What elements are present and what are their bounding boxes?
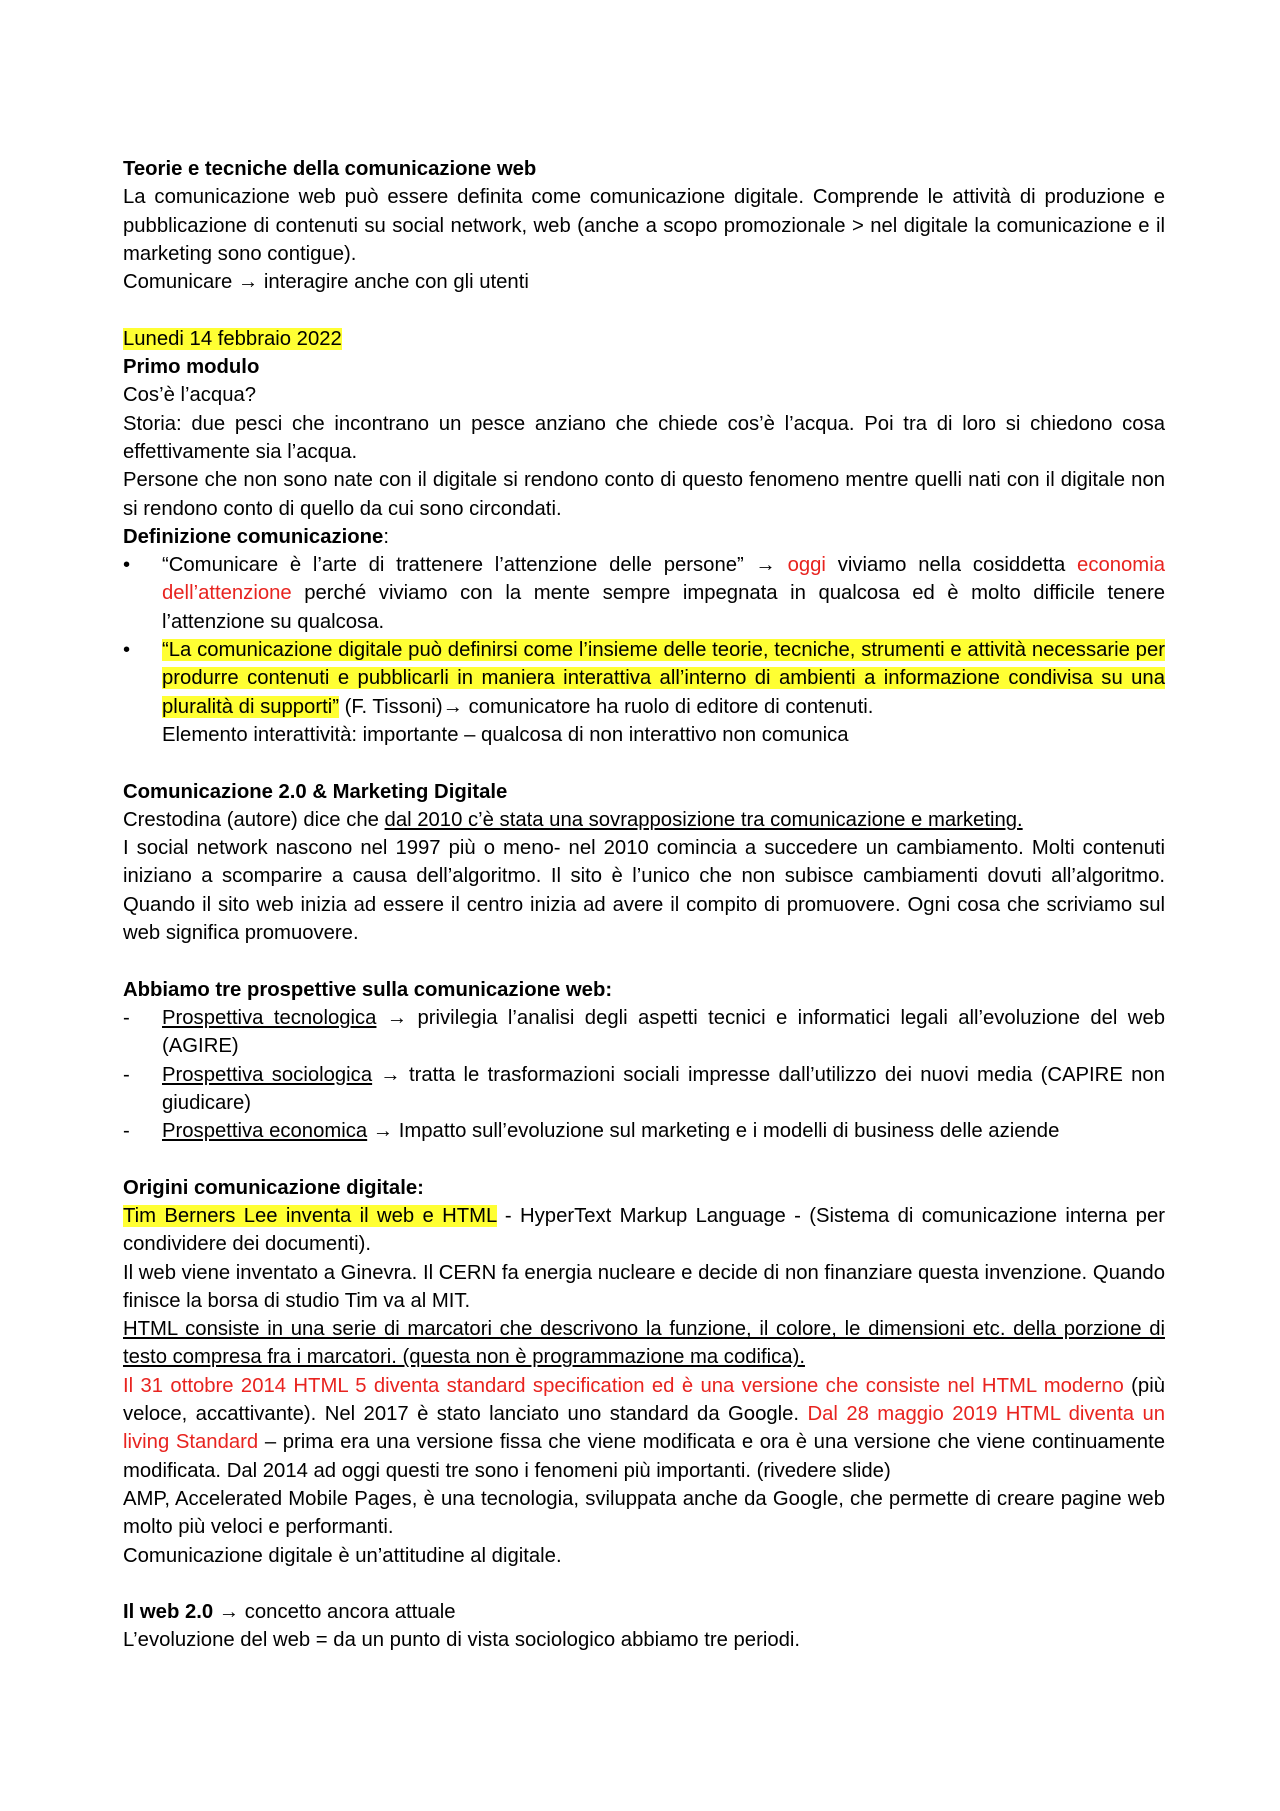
section-4-title: Origini comunicazione digitale:	[123, 1176, 424, 1199]
bullet-item-1	[123, 551, 1165, 636]
bullet-1-text-a: “Comunicare è l’arte di trattenere l’attenzione delle persone”	[162, 554, 756, 577]
section-4-para-6: Comunicazione digitale è un’attitudine al digitale.	[123, 1544, 562, 1567]
bullet-2-author: (F. Tissoni)	[339, 695, 443, 718]
spacer	[123, 1145, 1165, 1173]
bullet-2-line2: Elemento interattività: importante – qualcosa di non interattivo non comunica	[162, 723, 849, 746]
date-highlight: Lunedi 14 febbraio 2022	[123, 327, 342, 350]
section-5-para-1: L’evoluzione del web = da un punto di vista sociologico abbiamo tre periodi.	[123, 1629, 801, 1652]
intro-word: Comunicare	[123, 271, 233, 294]
date-line	[123, 325, 1165, 353]
perspective-1-label: Prospettiva tecnologica	[162, 1006, 377, 1029]
section-2-para-1-underline: dal 2010 c’è stata una sovrapposizione tra comunicazione e marketing.	[384, 808, 1023, 831]
arrow-icon: →	[380, 1063, 401, 1086]
intro-line	[123, 268, 1165, 296]
bullet-2-quote: “La comunicazione digitale può definirsi come l’insieme delle teorie, tecniche, strumenti e attività necessarie per produrre contenuti e pubblicarli in maniera interattiva all’interno di ambienti a informazione condivisa su una pluralità di supporti”	[162, 639, 1165, 718]
spacer	[123, 1570, 1165, 1598]
section-4-para-3: HTML consiste in una serie di marcatori che descrivono la funzione, il colore, le dimensioni etc. della porzione di testo compresa fra i marcatori. (questa non è programmazione ma codifica).	[123, 1318, 1165, 1369]
bullet-1-oggi: oggi	[787, 554, 826, 577]
definition-label: Definizione comunicazione	[123, 525, 384, 548]
perspective-1-text: privilegia l’analisi degli aspetti tecnici e informatici legali all’evoluzione del web (AGIRE)	[162, 1006, 1165, 1058]
document-body	[123, 155, 1165, 1655]
bullet-item-2	[123, 636, 1165, 721]
definition-colon: :	[383, 525, 389, 548]
bullet-2-continuation	[123, 721, 1165, 749]
arrow-icon: →	[218, 1601, 240, 1624]
perspective-3-text: Impatto sull’evoluzione sul marketing e i modelli di business delle aziende	[393, 1120, 1060, 1143]
section-4-red-2: Dal 28 maggio 2019 HTML diventa un living Standard	[123, 1403, 1165, 1454]
bullet-icon: •	[123, 639, 131, 662]
definition-label-line	[123, 523, 1165, 551]
perspective-2-label: Prospettiva sociologica	[162, 1063, 373, 1086]
bullet-2-tail: comunicatore ha ruolo di editore di contenuti.	[462, 695, 874, 718]
document-title: Teorie e tecniche della comunicazione web	[123, 158, 537, 180]
intro-rest: interagire anche con gli utenti	[258, 271, 529, 294]
section-5-title-line	[123, 1598, 1165, 1626]
spacer	[123, 947, 1165, 975]
section-4-para-4-c: – prima era una versione fissa che viene modificata e ora è una versione che viene continuamente modificata. Dal 2014 ad oggi questi tre sono i fenomeni più importanti. (rivedere slide)	[123, 1431, 1165, 1482]
section-4-para-1-rest: - HyperText Markup Language - (Sistema di comunicazione interna per condividere dei documenti).	[123, 1204, 1165, 1256]
intro-paragraph: La comunicazione web può essere definita come comunicazione digitale. Comprende le attività di produzione e pubblicazione di contenuti su social network, web (anche a scopo promozionale > nel digitale la comunicazione e il marketing sono contigue).	[123, 186, 1165, 265]
story-paragraph: Storia: due pesci che incontrano un pesce anziano che chiede cos’è l’acqua. Poi tra di loro si chiedono cosa effettivamente sia l’acqua.	[123, 412, 1165, 463]
people-paragraph: Persone che non sono nate con il digitale si rendono conto di questo fenomeno mentre quelli nati con il digitale non si rendono conto di quello da cui sono circondati.	[123, 469, 1165, 520]
arrow-icon: →	[237, 271, 259, 294]
bullet-1-economia: economia dell’attenzione	[162, 554, 1165, 605]
arrow-icon: →	[372, 1120, 394, 1143]
module-heading: Primo modulo	[123, 356, 260, 379]
section-4-para-5: AMP, Accelerated Mobile Pages, è una tecnologia, sviluppata anche da Google, che permette di creare pagine web molto più veloci e performanti.	[123, 1487, 1165, 1539]
arrow-icon: →	[386, 1006, 408, 1029]
section-5-title-rest: concetto ancora attuale	[239, 1601, 456, 1624]
perspective-2-text: tratta le trasformazioni sociali impresse dall’utilizzo dei nuovi media (CAPIRE non giudicare)	[162, 1063, 1165, 1114]
section-4-highlight: Tim Berners Lee inventa il web e HTML	[123, 1204, 497, 1227]
section-2-para-1	[123, 806, 1165, 834]
perspective-3-label: Prospettiva economica	[162, 1120, 368, 1143]
section-2-para-2: I social network nascono nel 1997 più o meno- nel 2010 comincia a succedere un cambiamento. Molti contenuti iniziano a scomparire a causa dell’algoritmo. Il sito è l’unico che non subisce cambiamenti dovuti all’algoritmo. Quando il sito web inizia ad essere il centro inizia ad avere il compito di promuovere. Ogni cosa che scriviamo sul web significa promuovere.	[123, 837, 1165, 945]
spacer	[123, 296, 1165, 324]
dash-marker: -	[123, 1120, 130, 1143]
arrow-icon: →	[755, 554, 776, 577]
perspective-item-2	[123, 1061, 1165, 1118]
bullet-icon: •	[123, 554, 131, 577]
section-4-para-4-b: (più veloce, accattivante). Nel 2017 è stato lanciato uno standard da Google.	[123, 1374, 1165, 1426]
section-4-para-1	[123, 1202, 1165, 1259]
section-4-para-4	[123, 1372, 1165, 1485]
section-2-para-1-a: Crestodina (autore) dice che	[123, 808, 385, 831]
arrow-icon: →	[442, 695, 463, 718]
section-4-red-1: Il 31 ottobre 2014 HTML 5 diventa standard specification ed è una versione che consiste nel HTML moderno	[123, 1374, 1124, 1397]
bullet-1-text-b: viviamo nella cosiddetta	[825, 554, 1078, 577]
question-line: Cos’è l’acqua?	[123, 384, 257, 407]
bullet-1-text-c: perché viviamo con la mente sempre impegnata in qualcosa ed è molto difficile tenere l’attenzione su qualcosa.	[162, 582, 1165, 633]
section-4-para-2: Il web viene inventato a Ginevra. Il CERN fa energia nucleare e decide di non finanziare questa invenzione. Quando finisce la borsa di studio Tim va al MIT.	[123, 1261, 1165, 1312]
dash-marker: -	[123, 1063, 130, 1086]
perspective-item-3	[123, 1117, 1165, 1145]
spacer	[123, 749, 1165, 777]
dash-marker: -	[123, 1006, 130, 1029]
perspective-item-1	[123, 1004, 1165, 1061]
section-5-title: Il web 2.0	[123, 1601, 214, 1624]
section-3-title: Abbiamo tre prospettive sulla comunicazione web:	[123, 978, 613, 1001]
section-2-title: Comunicazione 2.0 & Marketing Digitale	[123, 780, 508, 803]
